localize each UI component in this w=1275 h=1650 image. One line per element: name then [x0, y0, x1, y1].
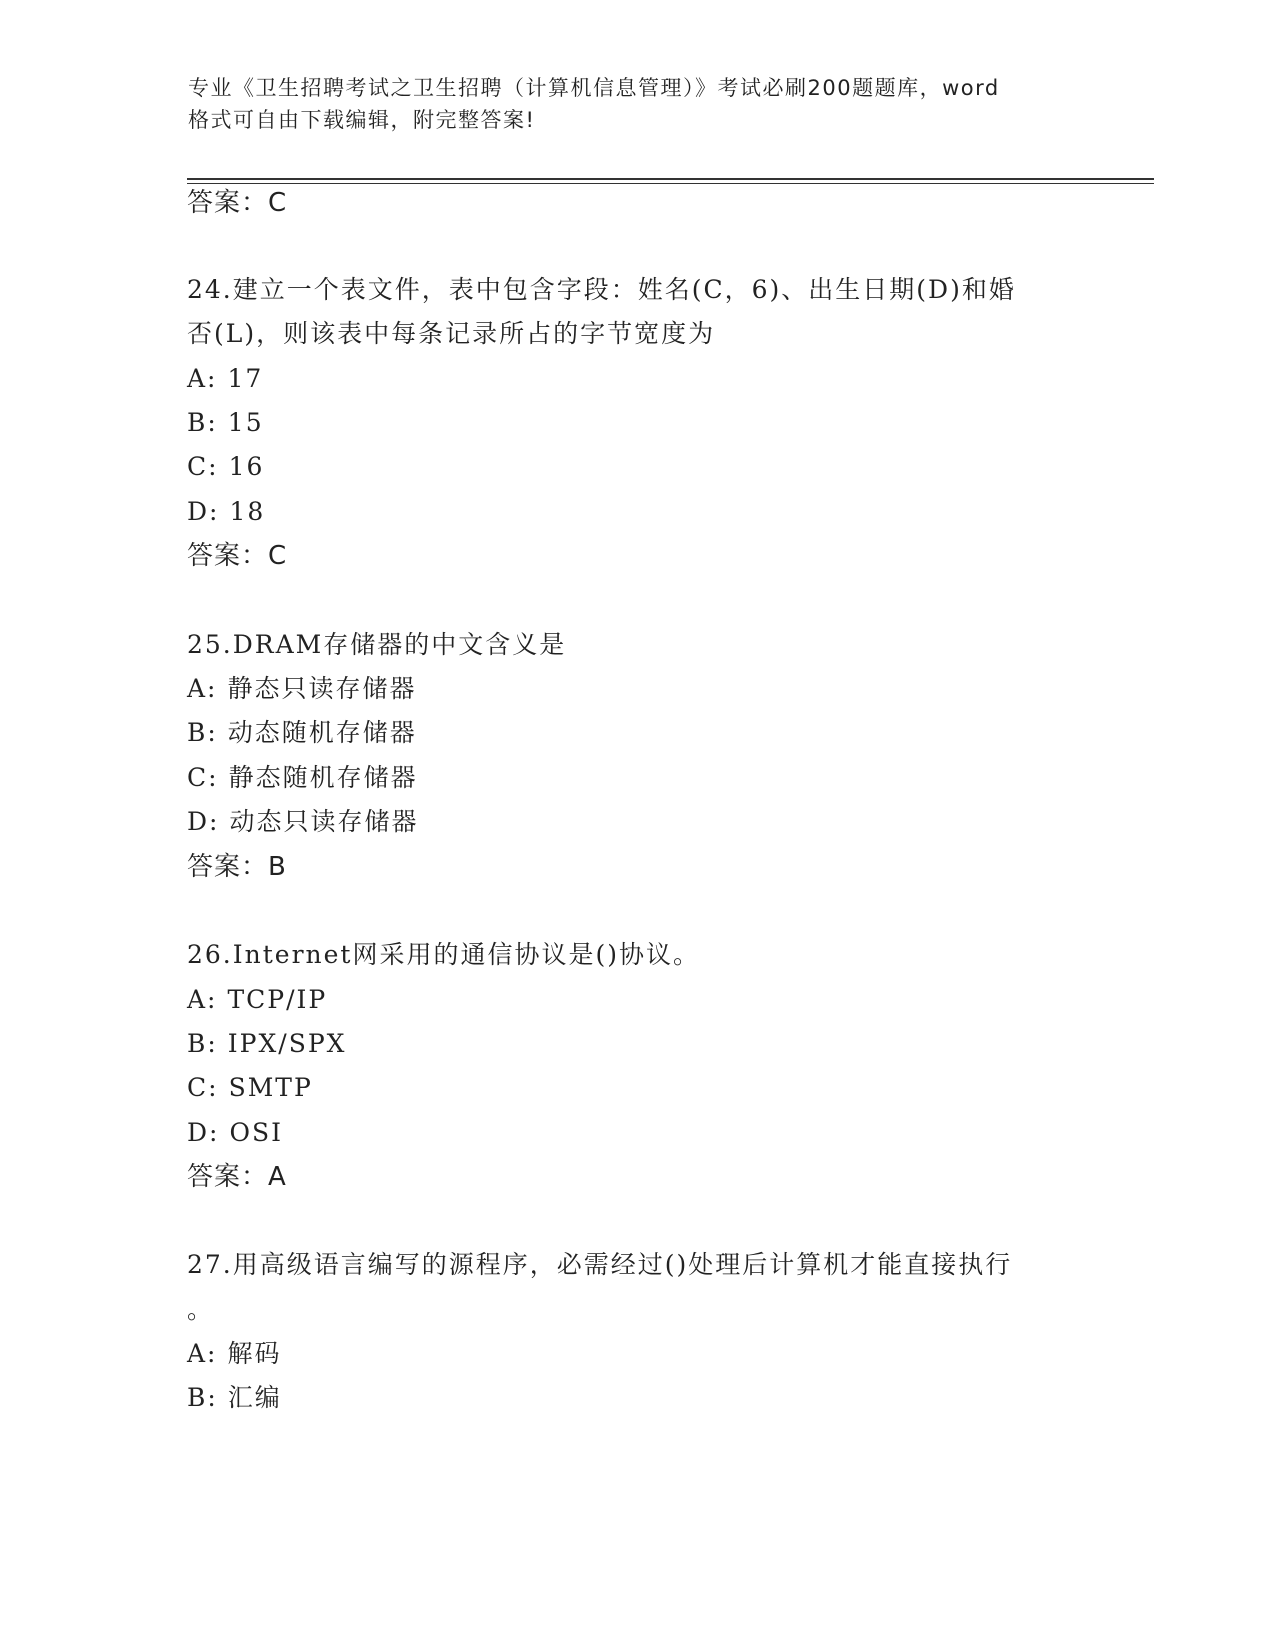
- option-label: B:: [187, 1029, 218, 1058]
- question-25-stem: 25.DRAM存储器的中文含义是: [187, 630, 567, 659]
- option-text: IPX/SPX: [227, 1029, 347, 1058]
- option-label: D:: [187, 807, 220, 836]
- header-line-1: 专业《卫生招聘考试之卫生招聘（计算机信息管理）》考试必刷200题题库，word: [188, 76, 1000, 100]
- option-text: 动态随机存储器: [227, 718, 417, 747]
- question-24-option-a: [187, 356, 263, 402]
- option-label: C:: [187, 1073, 219, 1102]
- question-25-option-b: [187, 710, 417, 756]
- question-27-option-b: [187, 1375, 282, 1421]
- option-text: OSI: [229, 1118, 283, 1147]
- question-27-stem-line-1: 27.用高级语言编写的源程序，必需经过()处理后计算机才能直接执行: [187, 1250, 1013, 1279]
- option-label: B:: [187, 408, 218, 437]
- header-line-2: 格式可自由下载编辑，附完整答案!: [188, 108, 536, 132]
- question-26-stem: 26.Internet网采用的通信协议是()协议。: [187, 940, 700, 969]
- option-label: C:: [187, 452, 219, 481]
- page-header: [188, 72, 1088, 136]
- option-label: D:: [187, 497, 220, 526]
- option-text: 17: [227, 364, 264, 393]
- question-24-option-c: [187, 444, 264, 490]
- option-label: B:: [187, 1383, 218, 1412]
- header-divider-thin: [187, 183, 1154, 184]
- question-25-option-d: [187, 799, 418, 845]
- question-25-answer: 答案：B: [187, 852, 287, 882]
- question-25-option-a: [187, 666, 417, 712]
- option-label: D:: [187, 1118, 220, 1147]
- question-24-option-b: [187, 400, 264, 446]
- question-26-option-d: [187, 1110, 283, 1156]
- question-25-option-c: [187, 755, 418, 801]
- question-24-option-d: [187, 489, 265, 535]
- question-24-answer: 答案：C: [187, 541, 288, 571]
- option-text: TCP/IP: [227, 985, 328, 1014]
- question-27-stem-line-2: 。: [187, 1295, 215, 1324]
- option-text: 汇编: [227, 1383, 282, 1412]
- question-26-option-c: [187, 1065, 313, 1111]
- option-text: 静态随机存储器: [228, 763, 418, 792]
- header-divider: [187, 178, 1154, 180]
- option-label: A:: [187, 364, 218, 393]
- question-24-stem-line-2: 否(L)，则该表中每条记录所占的字节宽度为: [187, 319, 716, 348]
- option-text: 静态只读存储器: [227, 674, 417, 703]
- option-text: 解码: [227, 1339, 282, 1368]
- option-label: C:: [187, 763, 219, 792]
- option-label: A:: [187, 674, 218, 703]
- option-label: A:: [187, 1339, 218, 1368]
- option-label: A:: [187, 985, 218, 1014]
- question-24-stem-line-1: 24.建立一个表文件，表中包含字段：姓名(C，6)、出生日期(D)和婚: [187, 275, 1016, 304]
- option-text: 动态只读存储器: [229, 807, 419, 836]
- question-27-option-a: [187, 1331, 282, 1377]
- option-text: 16: [228, 452, 265, 481]
- question-26-option-a: [187, 977, 327, 1023]
- option-label: B:: [187, 718, 218, 747]
- option-text: SMTP: [228, 1073, 313, 1102]
- option-text: 18: [229, 497, 266, 526]
- question-26-answer: 答案：A: [187, 1162, 287, 1192]
- option-text: 15: [227, 408, 264, 437]
- answer-23: 答案：C: [187, 188, 288, 218]
- question-26-option-b: [187, 1021, 346, 1067]
